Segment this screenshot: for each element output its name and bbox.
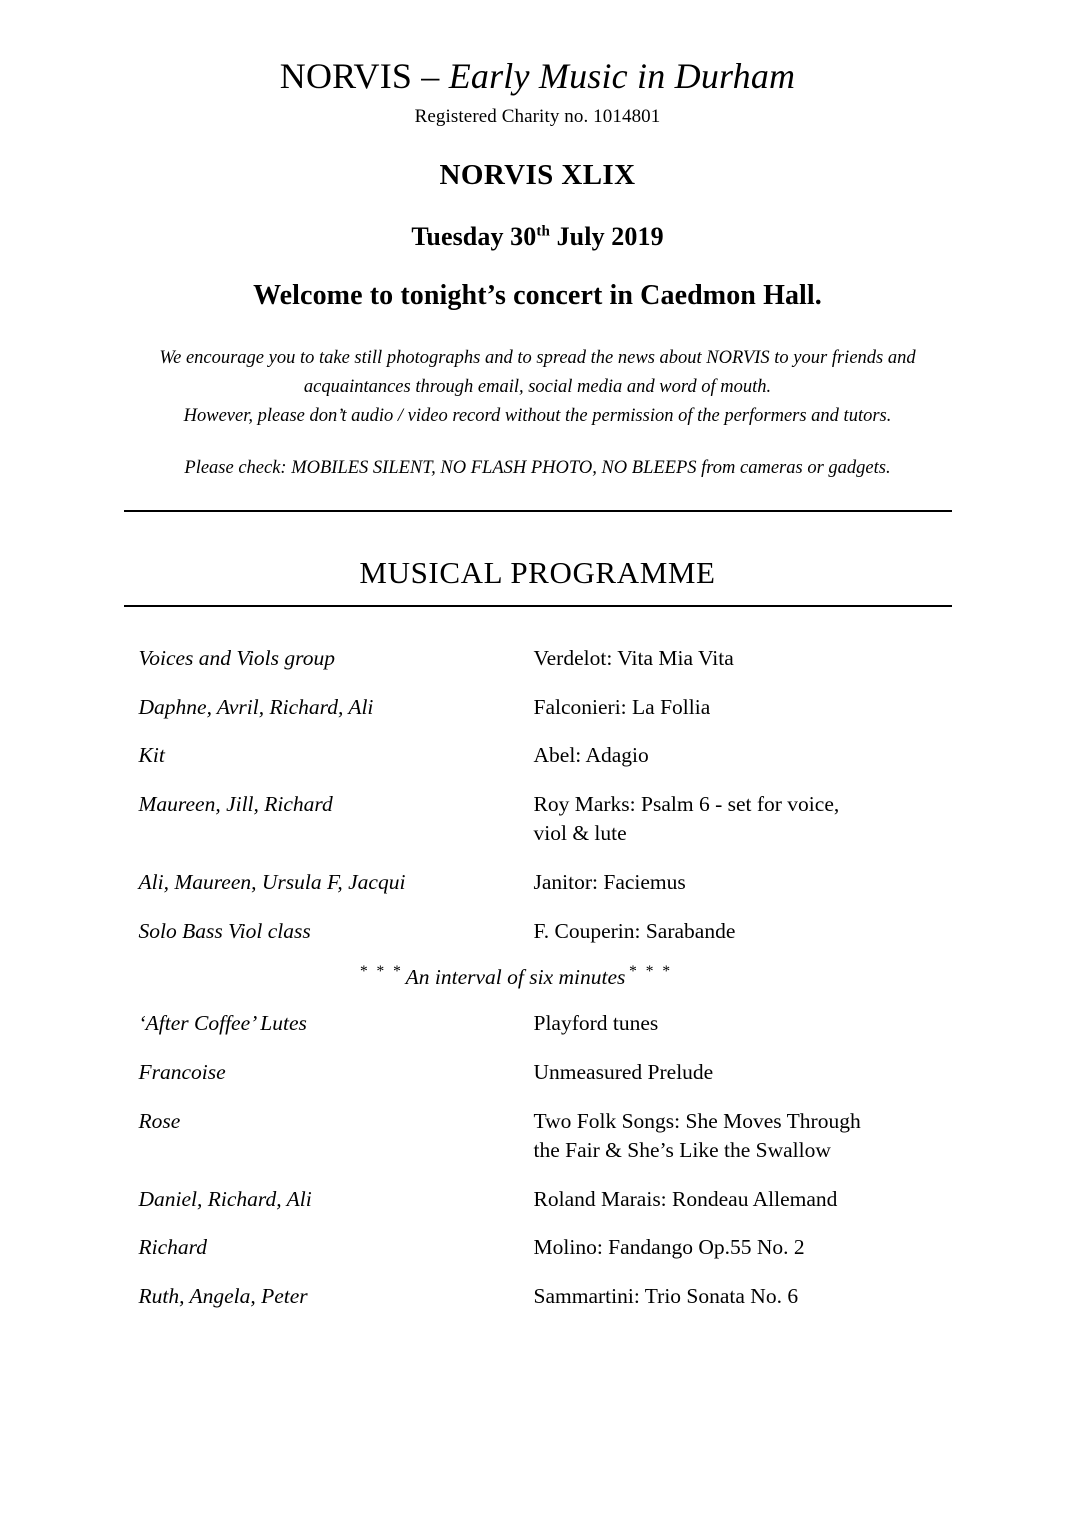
- performers-cell: Francoise: [138, 1060, 226, 1085]
- edition-title: NORVIS XLIX: [439, 159, 636, 192]
- concert-date: [0, 222, 1075, 252]
- work-title-line-1: Falconieri: La Follia: [533, 694, 711, 719]
- interval-stars-left: * * *: [359, 963, 403, 981]
- programme-row: [124, 1058, 952, 1087]
- programme-row: [124, 693, 952, 722]
- programme-row: [124, 1185, 952, 1214]
- programme-list: [124, 607, 952, 1311]
- programme-row: [124, 1282, 952, 1311]
- programme-row: [124, 741, 952, 770]
- work-title-line-1: Two Folk Songs: She Moves Through: [533, 1108, 861, 1133]
- notice-paragraph-3: However, please don’t audio / video record without the permission of the performers and tutors.: [183, 406, 892, 427]
- organisation-title-roman: NORVIS –: [279, 56, 449, 96]
- work-title-line-1: F. Couperin: Sarabande: [533, 918, 736, 943]
- work-cell: [529, 868, 952, 897]
- welcome-line: Welcome to tonight’s concert in Caedmon Hall.: [253, 280, 822, 312]
- performers-cell: Daphne, Avril, Richard, Ali: [138, 694, 374, 719]
- notice-paragraph-2: acquaintances through email, social media and word of mouth.: [303, 377, 772, 398]
- programme-row: [124, 1233, 952, 1262]
- performers-cell: Rose: [138, 1108, 181, 1133]
- concert-date-ordinal-suffix: th: [536, 223, 550, 240]
- work-cell: [529, 644, 952, 673]
- charity-registration-line: Registered Charity no. 1014801: [414, 106, 661, 128]
- work-cell: [529, 1058, 952, 1087]
- interval-text: An interval of six minutes: [405, 965, 626, 990]
- work-title-line-1: Roy Marks: Psalm 6 - set for voice,: [533, 792, 840, 817]
- performers-cell: Kit: [138, 743, 165, 768]
- performers-cell: Maureen, Jill, Richard: [138, 792, 333, 817]
- interval-notice: [124, 965, 952, 990]
- organisation-title: [0, 56, 1075, 96]
- performers-cell: Ali, Maureen, Ursula F, Jacqui: [138, 869, 406, 894]
- work-cell: [529, 1282, 952, 1311]
- notice-paragraph-1: We encourage you to take still photographs and to spread the news about NORVIS to your friends and: [159, 348, 916, 369]
- work-cell: [529, 741, 952, 770]
- performers-cell: Solo Bass Viol class: [138, 918, 311, 943]
- work-title-line-1: Playford tunes: [533, 1011, 659, 1036]
- programme-row: [124, 1107, 952, 1165]
- concert-date-suffix: July 2019: [549, 222, 664, 252]
- work-title-line-1: Molino: Fandango Op.55 No. 2: [533, 1235, 805, 1260]
- concert-date-prefix: Tuesday 30: [411, 222, 537, 252]
- work-cell: [529, 790, 952, 848]
- programme-row: [124, 644, 952, 673]
- performers-cell: Voices and Viols group: [138, 645, 335, 670]
- work-title-line-1: Janitor: Faciemus: [533, 869, 686, 894]
- work-title-line-1: Unmeasured Prelude: [533, 1060, 714, 1085]
- work-cell: [529, 1185, 952, 1214]
- notice-check-line: Please check: MOBILES SILENT, NO FLASH PHOTO, NO BLEEPS from cameras or gadgets.: [184, 457, 891, 478]
- work-cell: [529, 1233, 952, 1262]
- work-title-line-1: Verdelot: Vita Mia Vita: [533, 645, 734, 670]
- work-title-line-1: Roland Marais: Rondeau Allemand: [533, 1186, 838, 1211]
- masthead: [0, 0, 1075, 312]
- work-title-line-1: Abel: Adagio: [533, 743, 649, 768]
- organisation-title-italic: Early Music in Durham: [448, 56, 796, 96]
- programme-row: [124, 1009, 952, 1038]
- performers-cell: Richard: [138, 1235, 207, 1260]
- work-cell: [529, 693, 952, 722]
- work-cell: [529, 917, 952, 946]
- performers-cell: Ruth, Angela, Peter: [138, 1284, 308, 1309]
- work-cell: [529, 1107, 952, 1165]
- work-title-line-1: Sammartini: Trio Sonata No. 6: [533, 1284, 799, 1309]
- work-cell: [529, 1009, 952, 1038]
- work-title-line-2: the Fair & She’s Like the Swallow: [533, 1137, 831, 1162]
- section-heading: MUSICAL PROGRAMME: [359, 554, 716, 590]
- programme-row: [124, 868, 952, 897]
- performers-cell: ‘After Coffee’ Lutes: [138, 1011, 307, 1036]
- work-title-line-2: viol & lute: [533, 820, 627, 845]
- programme-row: [124, 917, 952, 946]
- interval-stars-right: * * *: [628, 963, 672, 981]
- audience-notice: [0, 344, 1075, 482]
- performers-cell: Daniel, Richard, Ali: [138, 1186, 312, 1211]
- programme-row: [124, 790, 952, 848]
